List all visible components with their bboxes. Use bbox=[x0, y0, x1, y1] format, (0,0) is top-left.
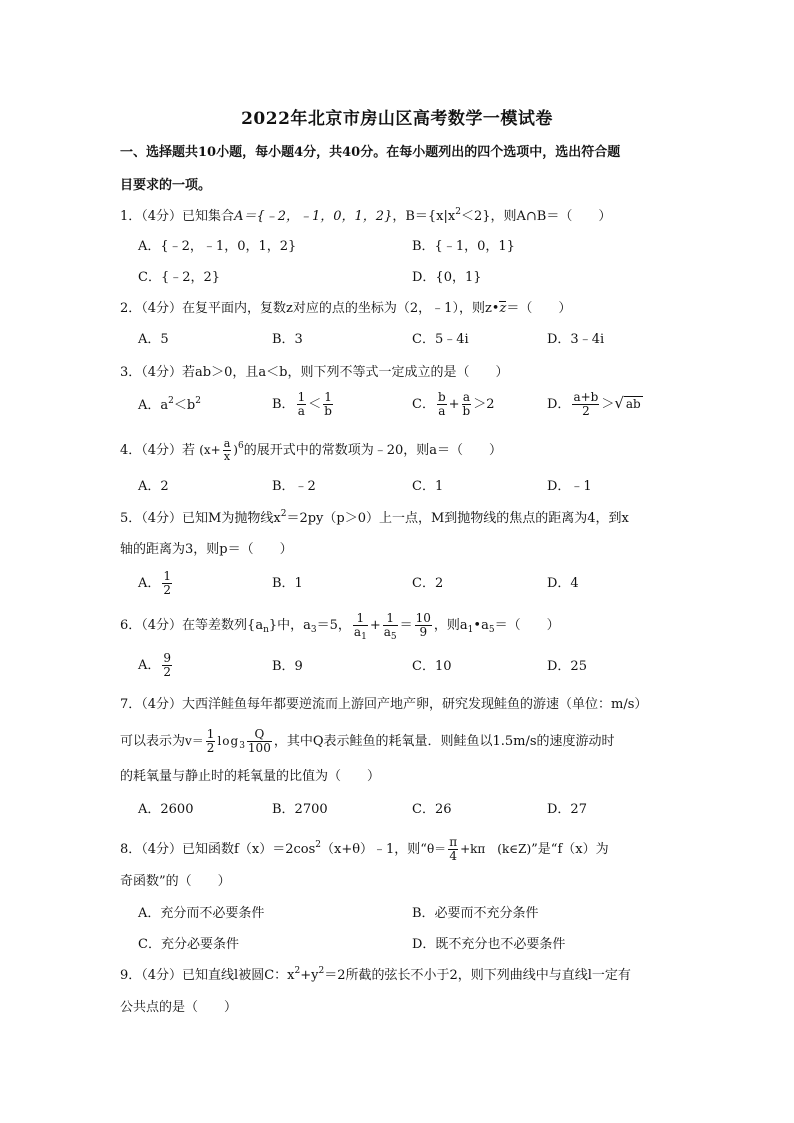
fraction: $\frac{a}{b}$ bbox=[462, 390, 471, 418]
fraction: $\frac{b}{a}$ bbox=[437, 390, 446, 418]
option-c: C．26 bbox=[412, 802, 452, 817]
question-ask: A∩B＝（ ） bbox=[516, 209, 612, 224]
section-heading-line-2: 目要求的一项。 bbox=[120, 178, 212, 193]
option-a: A．2600 bbox=[138, 802, 194, 817]
option-a: A． $\frac{1}{2}$ bbox=[138, 569, 172, 597]
option-b: B．{﹣1，0，1} bbox=[412, 239, 515, 254]
question-text: 在复平面内，复数z对应的点的坐标为（2，﹣1），则z• bbox=[182, 301, 500, 316]
option-c: C．{﹣2，2} bbox=[138, 270, 221, 285]
question-5-line-2: 轴的距离为3，则p＝（ ） bbox=[120, 542, 293, 557]
question-number: 7．（4分） bbox=[120, 697, 183, 712]
question-9: 9．（4分）已知直线l被圆C：$x^2+y^2=2$所截的弦长不小于2，则下列曲线中与直线l一定有 bbox=[120, 966, 631, 983]
option-b: B．必要而不充分条件 bbox=[412, 906, 539, 921]
option-b: B． $\frac{1}{a}$ ＜ $\frac{1}{b}$ bbox=[272, 390, 332, 418]
question-8: 8．（4分）已知函数$f(x)=2\cos^2(x+\theta)﹣1$，则“θ＝ $\frac{\pi}{4}$ +kπ (k∈Z)”是“f（x）为 bbox=[120, 835, 609, 863]
option-d: D．27 bbox=[547, 802, 587, 817]
question-6: 6．（4分）在等差数列$\{a_n\}$中，$a_3=5$， $\frac{1}{a_1}$ + $\frac{1}{a_5}$ ＝ $\frac{10}{9}$ ，则$a_1•a_5=$（ ） bbox=[120, 611, 560, 642]
conjugate-z: z bbox=[499, 301, 507, 316]
option-b: B．﹣2 bbox=[272, 479, 316, 494]
set-b-pre: ，B＝{x|x bbox=[392, 209, 456, 224]
option-d: D．4 bbox=[547, 576, 579, 591]
question-9-line-2: 公共点的是（ ） bbox=[120, 1000, 238, 1015]
fraction: $\frac{a+b}{2}$ bbox=[573, 390, 599, 418]
fraction: $\frac{1}{a_5}$ bbox=[383, 611, 397, 642]
set-b-post: ＜2}，则 bbox=[460, 209, 517, 224]
option-a: A．$a^2<b^2$ bbox=[138, 396, 201, 413]
option-a: A． $\frac{9}{2}$ bbox=[138, 651, 172, 679]
question-ask: ＝（ ） bbox=[506, 301, 572, 316]
option-b: B．1 bbox=[272, 576, 303, 591]
sqrt-sign: √ bbox=[614, 394, 624, 412]
question-number: 9．（4分） bbox=[120, 968, 183, 983]
question-text: 若ab＞0，且a＜b，则下列不等式一定成立的是（ ） bbox=[182, 365, 509, 380]
fraction: $\frac{a}{x}$ bbox=[223, 437, 231, 463]
set-a: A＝{﹣2，﹣1，0，1，2} bbox=[234, 209, 393, 224]
question-7-line-3: 的耗氧量与静止时的耗氧量的比值为（ ） bbox=[120, 769, 381, 784]
question-number: 2．（4分） bbox=[120, 301, 183, 316]
question-number: 6．（4分） bbox=[120, 618, 183, 633]
question-7: 7．（4分）大西洋鲑鱼每年都要逆流而上游回产地产卵，研究发现鲑鱼的游速（单位：m/s） bbox=[120, 697, 648, 712]
option-b: B．3 bbox=[272, 332, 303, 347]
option-d: D． $\frac{a+b}{2}$ ＞√ ab bbox=[547, 390, 641, 418]
fraction: $\frac{1}{2}$ bbox=[206, 727, 215, 755]
option-a: A．{﹣2，﹣1，0，1，2} bbox=[138, 239, 297, 254]
question-2 bbox=[120, 300, 571, 318]
option-a: A．充分而不必要条件 bbox=[138, 906, 265, 921]
fraction: $\frac{1}{a_1}$ bbox=[353, 611, 367, 642]
exponent: 2 bbox=[455, 207, 461, 217]
sqrt-radicand: ab bbox=[625, 397, 641, 411]
question-8-line-2: 奇函数”的（ ） bbox=[120, 874, 231, 889]
section-heading-line-1: 一、选择题共10小题，每小题4分，共40分。在每小题列出的四个选项中，选出符合题 bbox=[120, 145, 621, 160]
option-d: D．既不充分也不必要条件 bbox=[412, 937, 566, 952]
question-number: 8．（4分） bbox=[120, 842, 183, 857]
option-a: A．5 bbox=[138, 332, 169, 347]
fraction: $\frac{\pi}{4}$ bbox=[449, 835, 458, 863]
fraction: $\frac{9}{2}$ bbox=[163, 651, 172, 679]
option-c: C．5﹣4i bbox=[412, 332, 469, 347]
option-b: B．2700 bbox=[272, 802, 328, 817]
fraction: $\frac{1}{b}$ bbox=[324, 390, 332, 418]
fraction: $\frac{1}{a}$ bbox=[297, 390, 306, 418]
option-c: C．充分必要条件 bbox=[138, 937, 239, 952]
fraction: $\frac{Q}{100}$ bbox=[247, 727, 271, 755]
question-number: 1．（4分） bbox=[120, 209, 183, 224]
question-7-line-2: 可以表示为v＝ $\frac{1}{2}$ $\log_3$ $\frac{Q}{100}$ ，其中Q表示鲑鱼的耗氧量．则鲑鱼以1.5m/s的速度游动时 bbox=[120, 727, 615, 755]
option-d: D．{0，1} bbox=[412, 270, 482, 285]
option-d: D．3﹣4i bbox=[547, 332, 605, 347]
question-3 bbox=[120, 364, 508, 382]
question-number: 3．（4分） bbox=[120, 365, 183, 380]
option-c: C．1 bbox=[412, 479, 444, 494]
option-d: D．﹣1 bbox=[547, 479, 592, 494]
question-1 bbox=[120, 208, 611, 226]
question-text: 已知集合 bbox=[182, 209, 235, 224]
option-c: C．2 bbox=[412, 576, 444, 591]
option-c: C．10 bbox=[412, 659, 452, 674]
fraction: $\frac{10}{9}$ bbox=[415, 611, 431, 639]
question-5: 5．（4分）已知M为抛物线$x^2=2py(p>0)$上一点，M到抛物线的焦点的距离为4，到x bbox=[120, 509, 629, 526]
question-number: 5．（4分） bbox=[120, 511, 183, 526]
question-4: 4．（4分）若 (x+ $\frac{a}{x}$ )$^6$的展开式中的常数项为﹣20，则a＝（ ） bbox=[120, 437, 502, 463]
option-d: D．25 bbox=[547, 659, 587, 674]
question-number: 4．（4分） bbox=[120, 443, 183, 458]
option-a: A．2 bbox=[138, 479, 169, 494]
page-title: 2022年北京市房山区高考数学一模试卷 bbox=[241, 109, 553, 129]
fraction: $\frac{1}{2}$ bbox=[163, 569, 172, 597]
option-c: C． $\frac{b}{a}$ + $\frac{a}{b}$ ＞2 bbox=[412, 390, 495, 418]
option-b: B．9 bbox=[272, 659, 303, 674]
